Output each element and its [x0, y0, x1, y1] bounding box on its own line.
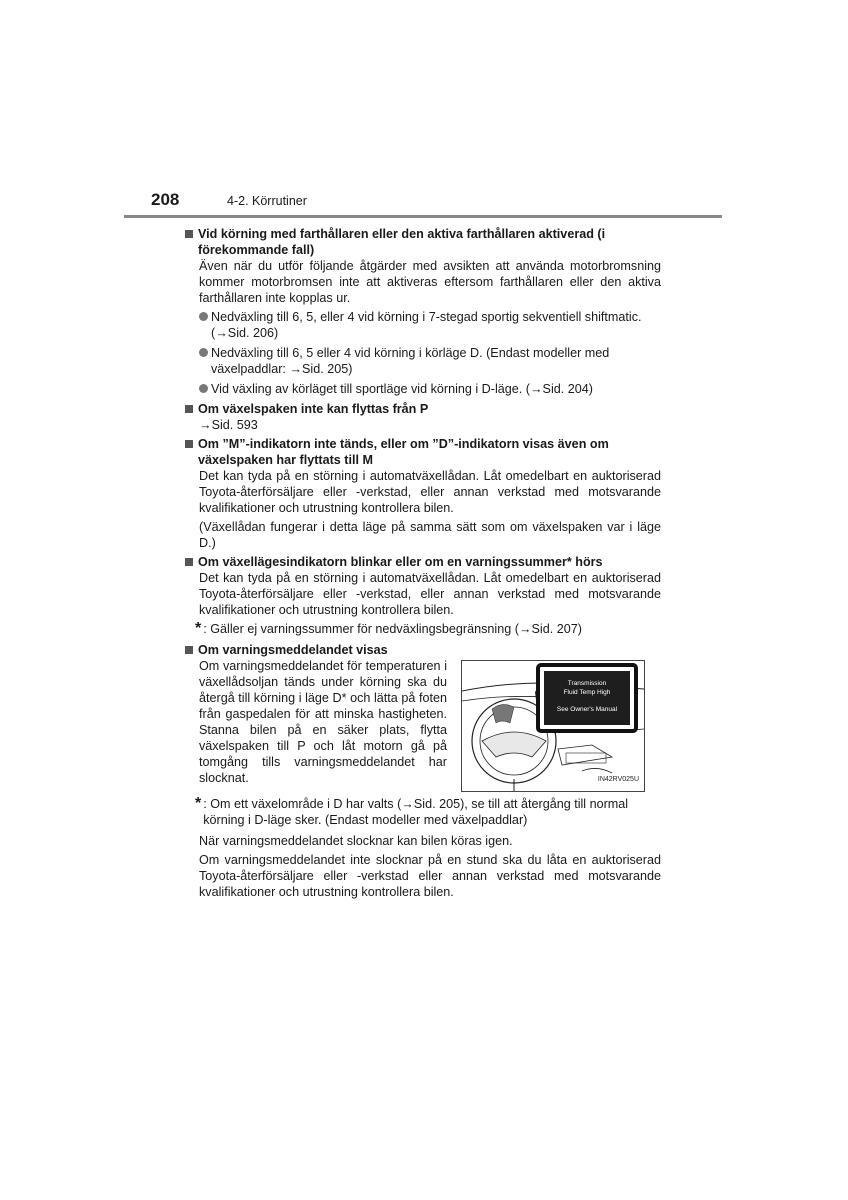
- paragraph: Om varningsmeddelandet för temperaturen i växellådsoljan tänds under körning ska du återgå till körning i läge D* och lätta på foten från gaspedalen för att minska hastigheten. Stanna bilen på en säker plats, flytta växelspaken till P och låt motorn gå på tomgång tills varningsmeddelandet har slocknat.: [199, 659, 447, 785]
- display-line: See Owner's Manual: [556, 706, 618, 713]
- page-reference: →Sid. 593: [199, 418, 258, 432]
- paragraph: (Växellådan fungerar i detta läge på samma sätt som om växelspaken var i läge D.): [199, 520, 661, 550]
- square-bullet-icon: [185, 405, 193, 413]
- square-bullet-icon: [185, 440, 193, 448]
- header-rule: [124, 215, 722, 218]
- asterisk: *: [195, 620, 202, 637]
- paragraph: Även när du utför följande åtgärder med avsikten att använda motorbromsning kommer motorbromsen inte att aktiveras eftersom farthållaren eller den aktiva farthållaren inte kopplas ur.: [199, 259, 661, 305]
- page-content: [185, 224, 661, 903]
- paragraph: Det kan tyda på en störning i automatväxellådan. Låt omedelbart en auktoriserad Toyota-återförsäljare eller -verkstad, eller annan verkstad med motsvarande kvalifikationer och utrustning kontrollera bilen.: [199, 469, 661, 515]
- square-bullet-icon: [185, 230, 193, 238]
- dot-bullet-icon: [199, 384, 208, 393]
- list-item: Nedväxling till 6, 5 eller 4 vid körning i körläge D. (Endast modeller med växelpaddlar: →Sid. 205): [199, 345, 661, 377]
- square-bullet-icon: [185, 558, 193, 566]
- square-bullet-icon: [185, 646, 193, 654]
- section-title: 4-2. Körrutiner: [227, 194, 307, 208]
- figure-code: IN42RV025U: [597, 776, 639, 783]
- section-heading: Om varningsmeddelandet visas: [185, 642, 661, 658]
- page-header: [151, 190, 307, 210]
- display-line: Fluid Temp High: [563, 689, 611, 696]
- list-item: Vid växling av körläget till sportläge vid körning i D-läge. (→Sid. 204): [199, 381, 661, 397]
- figure-row: [199, 658, 661, 792]
- section-heading: Om växellägesindikatorn blinkar eller om en varningssummer* hörs: [185, 554, 661, 570]
- paragraph: Det kan tyda på en störning i automatväxellådan. Låt omedelbart en auktoriserad Toyota-återförsäljare eller -verkstad, eller annan verkstad med motsvarande kvalifikationer och utrustning kontrollera bilen.: [199, 571, 661, 617]
- paragraph: När varningsmeddelandet slocknar kan bilen köras igen.: [199, 834, 513, 848]
- display-line: Transmission: [567, 680, 607, 687]
- paragraph: Om varningsmeddelandet inte slocknar på en stund ska du låta en auktoriserad Toyota-återförsäljare eller -verkstad eller annan verkstad med motsvarande kvalifikationer och utrustning kontrollera bilen.: [199, 853, 661, 899]
- dot-bullet-icon: [199, 348, 208, 357]
- dot-bullet-icon: [199, 312, 208, 321]
- section-heading: Om ”M”-indikatorn inte tänds, eller om ”D”-indikatorn visas även om växelspaken har flyttats till M: [185, 436, 661, 468]
- list-item: Nedväxling till 6, 5, eller 4 vid körning i 7-stegad sportig sekventiell shiftmatic. (→Sid. 206): [199, 309, 661, 341]
- section-heading: Om växelspaken inte kan flyttas från P: [185, 401, 661, 417]
- page-number: 208: [151, 190, 180, 209]
- dashboard-illustration: [461, 660, 645, 792]
- asterisk: *: [195, 795, 202, 812]
- section-heading: Vid körning med farthållaren eller den aktiva farthållaren aktiverad (i förekommande fall): [185, 226, 661, 258]
- footnote: * : Gäller ej varningssummer för nedväxlingsbegränsning (→Sid. 207): [195, 620, 582, 637]
- footnote: * : Om ett växelområde i D har valts (→Sid. 205), se till att återgång till normal körning i D-läge sker. (Endast modeller med växelpaddlar): [195, 795, 629, 827]
